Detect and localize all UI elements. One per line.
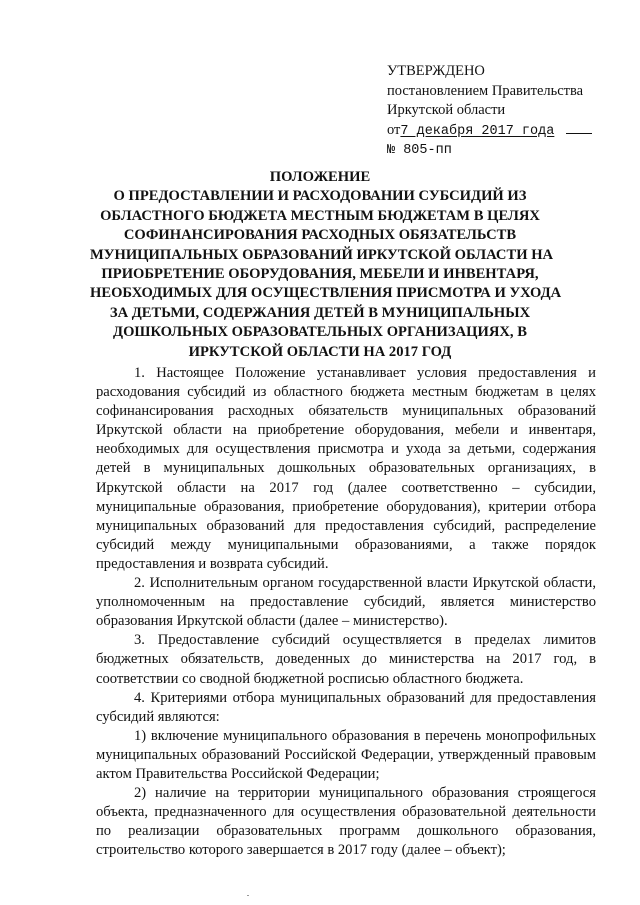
paragraph-3: 3. Предоставление субсидий осуществляется в пределах лимитов бюджетных обязательств, доведенных до министерства на 2017 год, в соответствии со сводной бюджетной росписью областного бюджета.: [96, 632, 596, 687]
approval-authority: постановлением Правительства: [387, 82, 584, 99]
title-line: ПОЛОЖЕНИЕ: [269, 169, 371, 185]
approval-heading: УТВЕРЖДЕНО: [387, 63, 485, 79]
approval-date-prefix: от: [387, 121, 401, 138]
title-line: НЕОБХОДИМЫХ ДЛЯ ОСУЩЕСТВЛЕНИЯ ПРИСМОТРА И УХОДА: [90, 285, 562, 302]
title-line: ПРИОБРЕТЕНИЕ ОБОРУДОВАНИЯ, МЕБЕЛИ И ИНВЕНТАРЯ,: [101, 266, 539, 283]
scan-artifact: [247, 895, 249, 896]
paragraph-4-item-2: 2) наличие на территории муниципального образования строящегося объекта, предназначенного для осуществления образовательной деятельности по реализации образовательных программ дошкольного образования, строительство которого завершается в 2017 году (далее – объект);: [96, 785, 596, 859]
approval-number: № 805-пп: [387, 143, 452, 159]
paragraph-4-item-1: 1) включение муниципального образования в перечень монопрофильных муниципальных образований Российской Федерации, утвержденный правовым актом Правительства Российской Федерации;: [96, 727, 596, 782]
title-line: ИРКУТСКОЙ ОБЛАСТИ НА 2017 ГОД: [188, 343, 452, 360]
paragraph-1: 1. Настоящее Положение устанавливает условия предоставления и расходования субсидий из областного бюджета местным бюджетам в целях софинансирования расходных обязательств муниципальных образований Иркутской области на приобретение оборудования, мебели и инвентаря, необходимых для осуществления присмотра и ухода за детьми, содержания детей в муниципальных дошкольных образовательных организациях, в Иркутской области на 2017 год (далее соответственно – субсидии, муниципальные образования, приобретение оборудования), критерии отбора муниципальных образований для предоставления субсидий, распределение субсидий между муниципальными образованиями, а также порядок предоставления и возврата субсидий.: [96, 365, 596, 572]
date-blank-line: [566, 121, 592, 134]
document-body: [96, 364, 596, 860]
title-line: СОФИНАНСИРОВАНИЯ РАСХОДНЫХ ОБЯЗАТЕЛЬСТВ: [123, 227, 517, 244]
document-title: [90, 168, 562, 362]
approval-region: Иркутской области: [387, 102, 506, 119]
approval-date: 7 декабря 2017 года: [400, 123, 555, 139]
approval-date-line: [387, 121, 637, 142]
paragraph-4: 4. Критериями отбора муниципальных образований для предоставления субсидий являются:: [96, 689, 596, 725]
title-line: ЗА ДЕТЬМИ, СОДЕРЖАНИЯ ДЕТЕЙ В МУНИЦИПАЛЬНЫХ: [109, 304, 531, 321]
title-line: МУНИЦИПАЛЬНЫХ ОБРАЗОВАНИЙ ИРКУТСКОЙ ОБЛАСТИ НА: [90, 246, 554, 263]
approval-stamp: [387, 62, 637, 161]
title-line: О ПРЕДОСТАВЛЕНИИ И РАСХОДОВАНИИ СУБСИДИЙ ИЗ: [113, 188, 527, 205]
paragraph-2: 2. Исполнительным органом государственной власти Иркутской области, уполномоченным на предоставление субсидий, является министерство образования Иркутской области (далее – министерство).: [96, 575, 596, 630]
title-line: ОБЛАСТНОГО БЮДЖЕТА МЕСТНЫМ БЮДЖЕТАМ В ЦЕЛЯХ: [100, 207, 540, 224]
title-line: ДОШКОЛЬНЫХ ОБРАЗОВАТЕЛЬНЫХ ОРГАНИЗАЦИЯХ, В: [113, 324, 527, 341]
